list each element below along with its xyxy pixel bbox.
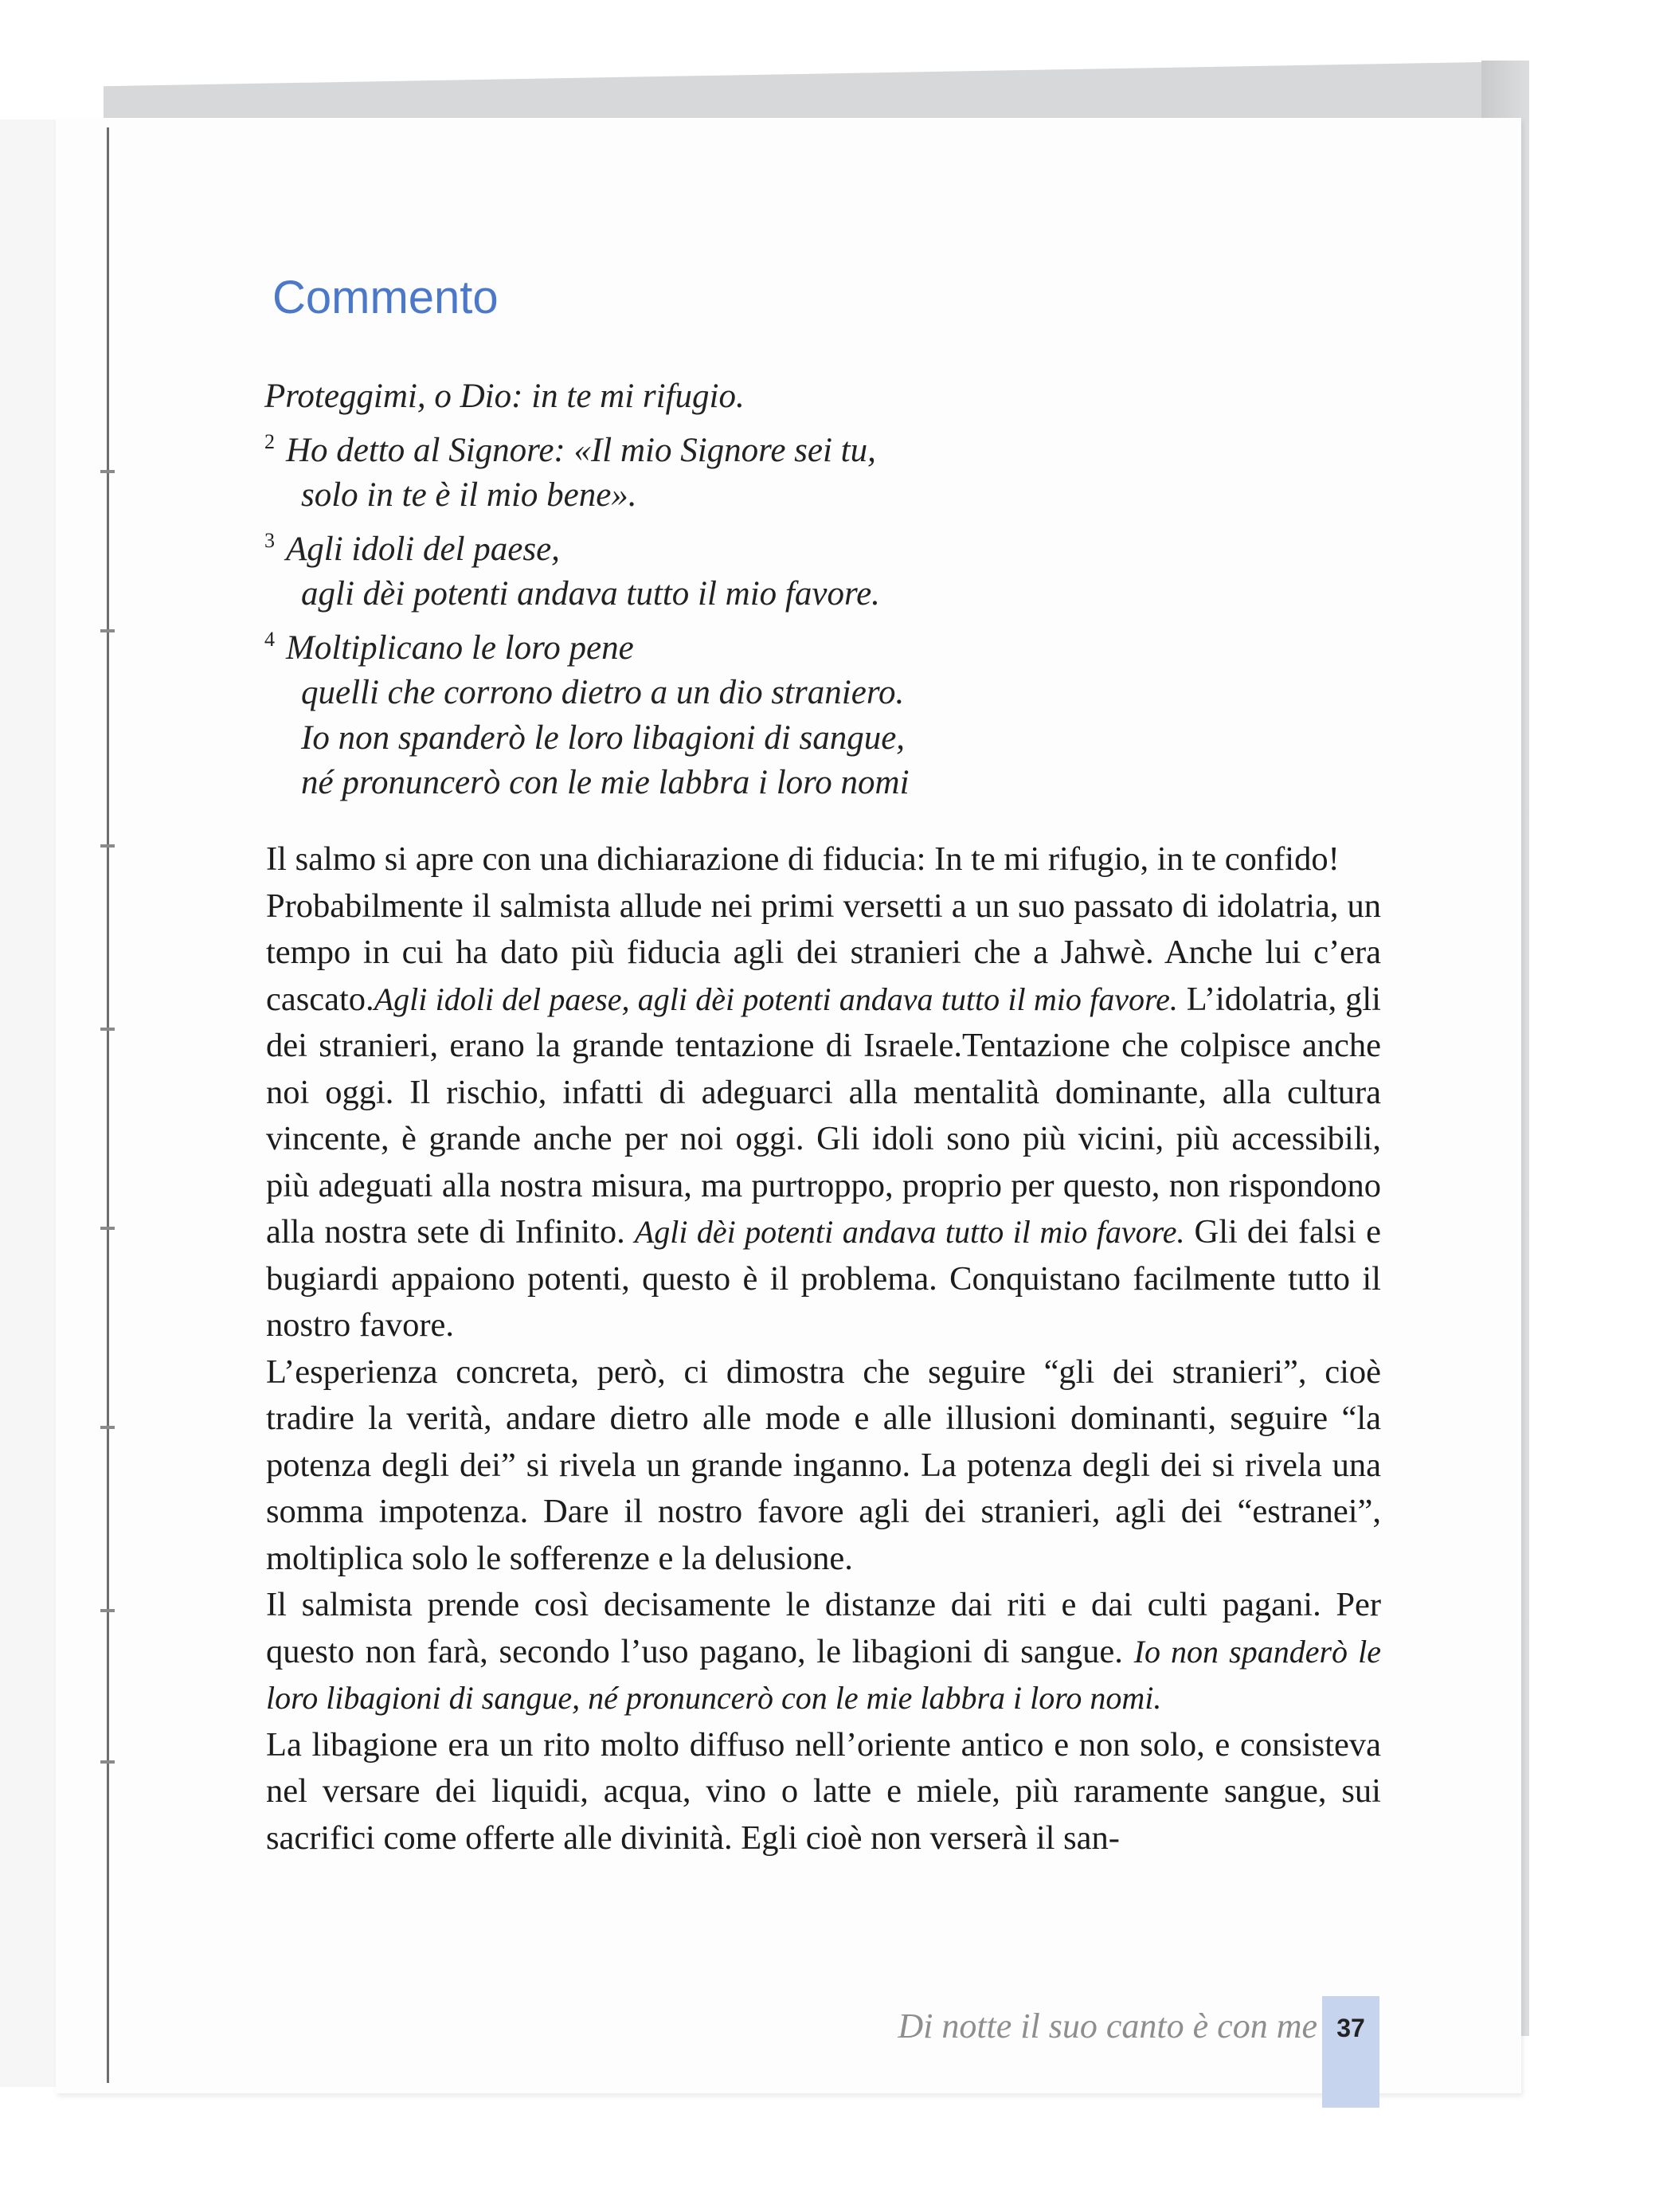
psalm-line: $^3$ Agli idoli del paese,: [264, 528, 560, 568]
psalm-line: Io non spanderò le loro libagioni di sangue,: [301, 718, 906, 757]
psalm-line: $^2$ Ho detto al Signore: «Il mio Signore sei tu,: [264, 429, 876, 469]
binding-stitch: [100, 1609, 115, 1612]
binding-spine: [107, 127, 109, 2083]
psalm-excerpt: [264, 374, 1419, 806]
psalm-line: quelli che corrono dietro a un dio straniero.: [301, 674, 905, 711]
psalm-line: agli dèi potenti andava tutto il mio favore.: [301, 575, 880, 613]
binding-stitch: [100, 629, 115, 632]
verse-number: 4: [264, 627, 275, 651]
paragraph: Il salmo si apre con una dichiarazione di fiducia: In te mi rifugio, in te confido!: [266, 840, 1340, 878]
commentary-body: [266, 836, 1381, 1862]
running-footer-title: Di notte il suo canto è con me: [898, 2006, 1317, 2046]
verse-number: 2: [264, 429, 275, 453]
binding-stitch: [100, 1028, 115, 1031]
page-number-tab: [1322, 1996, 1379, 2108]
verse-number: 3: [264, 528, 275, 552]
italic-quote: Agli idoli del paese, agli dèi potenti andava tutto il mio favore.: [374, 981, 1178, 1017]
paragraph: L’esperienza concreta, però, ci dimostra che seguire “gli dei stranieri”, cioè tradire la verità, andare dietro alle mode e alle illusioni dominanti, seguire “la potenza degli dei” si rivela un grande inganno. La potenza degli dei si rivela una somma impotenza. Dare il nostro favore agli dei stranieri, agli dei “estranei”, moltiplica solo le sofferenze e la delusione.: [266, 1353, 1381, 1577]
binding-stitch: [100, 844, 115, 848]
paragraph: Probabilmente il salmista allude nei primi versetti a un suo passato di idolatria, un tempo in cui ha dato più fiducia agli dei stranieri che a Jahwè. Anche lui c’era cascato.Agli idoli del paese, agli dèi potenti andava tutto il mio favore. L’idolatria, gli dei stranieri, erano la grande tentazione di Israele.Tentazione che colpisce anche noi oggi. Il rischio, infatti di adeguarci alla mentalità dominante, alla cultura vincente, è grande anche per noi oggi. Gli idoli sono più vicini, più accessibili, più adeguati alla nostra misura, ma purtroppo, proprio per questo, non rispondono alla nostra sete di Infinito. Agli dèi potenti andava tutto il mio favore. Gli dei falsi e bugiardi appaiono potenti, questo è il problema. Conquistano facilmente tutto il nostro favore.: [266, 887, 1381, 1344]
binding-stitch: [100, 1426, 115, 1429]
paragraph: Il salmista prende così decisamente le distanze dai riti e dai culti pagani. Per questo non farà, secondo l’uso pagano, le libagioni di sangue. Io non spanderò le loro libagioni di sangue, né pronuncerò con le mie labbra i loro nomi.: [266, 1586, 1381, 1716]
psalm-line: solo in te è il mio bene».: [301, 476, 637, 514]
binding-stitch: [100, 1227, 115, 1230]
italic-quote: Agli dèi potenti andava tutto il mio favore.: [634, 1214, 1185, 1250]
paragraph: La libagione era un rito molto diffuso nell’oriente antico e non solo, e consisteva nel versare dei liquidi, acqua, vino o latte e miele, più raramente sangue, sui sacrifici come offerte alle divinità. Egli cioè non verserà il san-: [266, 1725, 1381, 1857]
page-number: 37: [1336, 2014, 1365, 2042]
section-heading: Commento: [272, 272, 499, 323]
psalm-line: $^4$ Moltiplicano le loro pene: [264, 627, 634, 667]
psalm-line: né pronuncerò con le mie labbra i loro nomi: [301, 764, 910, 801]
italic-quote: Io non spanderò le loro libagioni di sangue, né pronuncerò con le mie labbra i loro nomi.: [266, 1633, 1381, 1716]
binding-stitch: [100, 1760, 115, 1764]
binding-stitch: [100, 470, 115, 473]
psalm-line: Proteggimi, o Dio: in te mi rifugio.: [264, 378, 745, 415]
